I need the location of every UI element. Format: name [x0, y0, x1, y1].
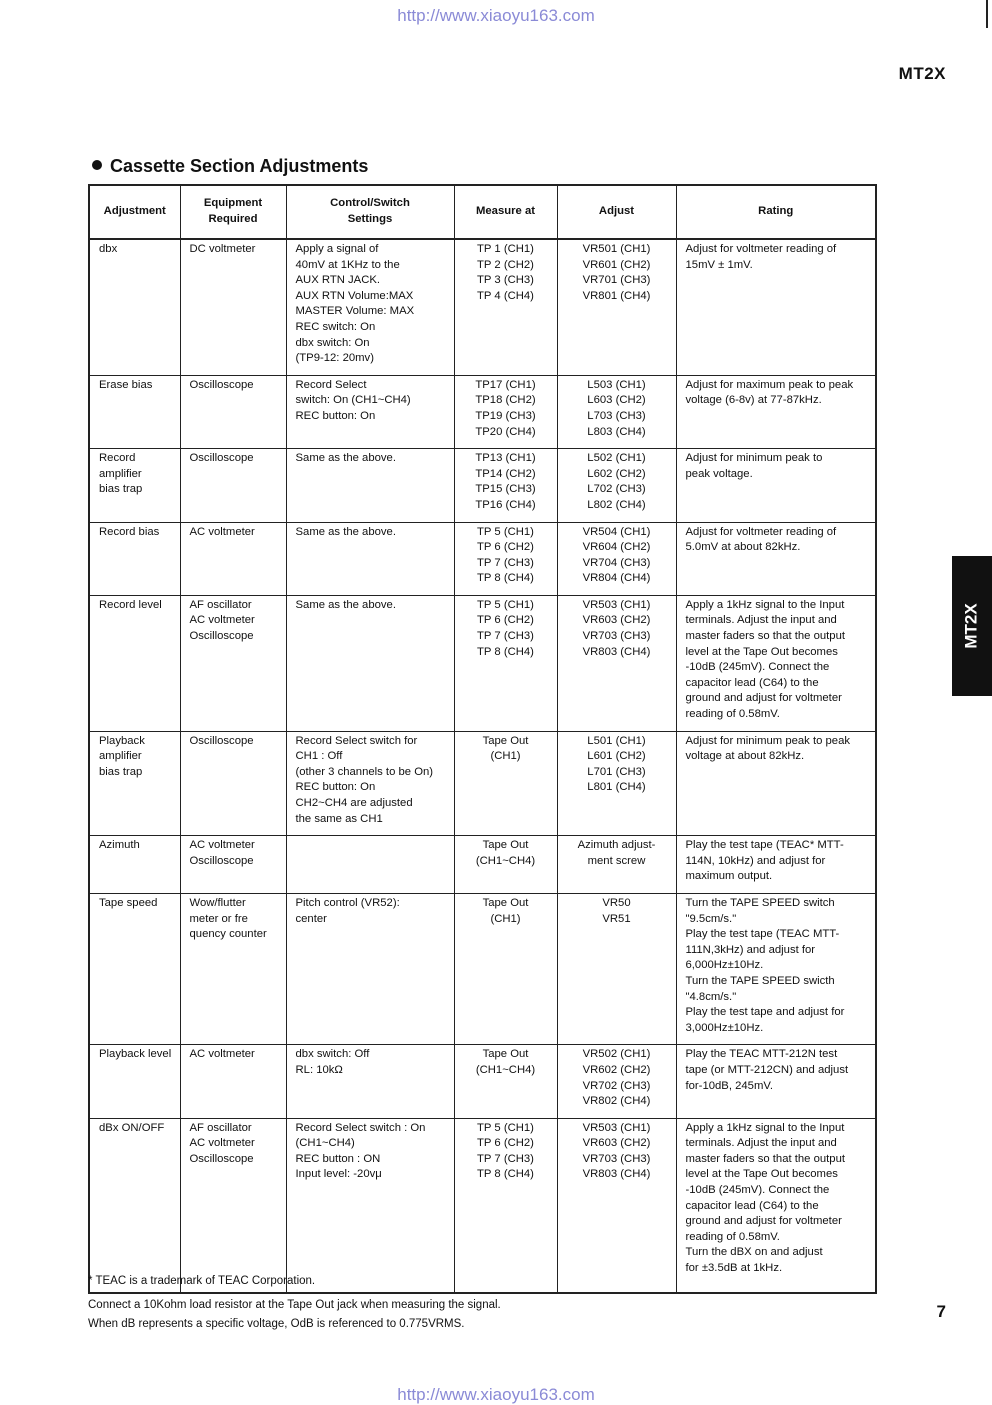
table-row [89, 375, 876, 448]
cell-rating-line: 114N, 10kHz) and adjust for [685, 854, 826, 867]
cell-measure-line: (CH1) [490, 750, 521, 763]
cell-equipment-line: Oscilloscope [189, 1152, 254, 1165]
cell-adjustment [89, 375, 180, 448]
cell-adjust-line: L802 (CH4) [587, 498, 646, 511]
cell-settings-line: Record Select switch : On [295, 1121, 426, 1134]
cell-rating [676, 449, 876, 522]
cell-rating-line: Adjust for minimum peak to [685, 452, 823, 465]
cell-settings-line: 40mV at 1KHz to the [295, 258, 400, 271]
cell-rating-line: Play the TEAC MTT-212N test [685, 1048, 838, 1061]
cell-rating-line: Play the test tape and adjust for [685, 1006, 845, 1019]
cell-rating-line: "9.5cm/s." [685, 912, 737, 925]
cell-measure-line: TP 6 (CH2) [477, 1137, 534, 1150]
cell-adjust-line: L503 (CH1) [587, 378, 646, 391]
column-header-settings-text: Control/Switch Settings [330, 197, 410, 225]
cell-rating-line: 5.0mV at about 82kHz. [685, 541, 801, 554]
cell-settings-line: Same as the above. [295, 452, 396, 465]
cell-equipment-line: DC voltmeter [189, 243, 256, 255]
cell-adjustment-line: Record [99, 452, 136, 465]
cell-rating [676, 595, 876, 731]
note-db-reference: When dB represents a specific voltage, OdB is referenced to 0.775VRMS. [88, 1318, 465, 1330]
cell-measure-line: TP 5 (CH1) [477, 525, 534, 538]
column-header-adjust: Adjust [557, 185, 676, 239]
cell-rating-line: 3,000Hz±10Hz. [685, 1021, 764, 1034]
cell-measure-line: TP 8 (CH4) [477, 1168, 534, 1181]
cell-settings-line: dbx switch: Off [295, 1048, 370, 1061]
cell-adjustment-line: Record bias [99, 525, 160, 538]
cell-adjust-line: VR803 (CH4) [582, 1168, 651, 1181]
cell-settings-line: REC button : ON [295, 1152, 381, 1165]
cell-equipment-line: AF oscillator [189, 598, 252, 611]
cell-adjust-line: VR50 [602, 896, 631, 909]
cell-adjust-line: VR802 (CH4) [582, 1095, 651, 1108]
cell-adjustment-line: dbx [99, 243, 118, 255]
cell-equipment [180, 1118, 286, 1293]
cell-adjust [557, 836, 676, 894]
cell-adjust-line: L502 (CH1) [587, 452, 646, 465]
cell-equipment-line: AC voltmeter [189, 525, 255, 538]
cell-measure-line: (CH1~CH4) [475, 854, 536, 867]
cell-rating-line: 111N,3kHz) and adjust for [685, 943, 816, 956]
cell-settings-line: REC switch: On [295, 320, 376, 333]
cell-adjust-line: L701 (CH3) [587, 765, 646, 778]
cell-settings-line: (CH1~CH4) [295, 1137, 355, 1150]
cell-adjust-line: L602 (CH2) [587, 467, 646, 480]
cell-rating-line: reading of 0.58mV. [685, 708, 780, 721]
cell-adjust-line: VR801 (CH4) [582, 289, 651, 302]
cell-measure-line: TP13 (CH1) [475, 452, 536, 465]
cell-adjustment-line: Azimuth [99, 839, 140, 852]
cell-settings [286, 1118, 454, 1293]
cell-adjust-line: VR601 (CH2) [582, 258, 651, 271]
cell-settings-line: REC button: On [295, 409, 376, 422]
adjustments-table [88, 184, 877, 1294]
cell-adjustment [89, 836, 180, 894]
column-header-settings [286, 185, 454, 239]
cell-rating [676, 1045, 876, 1118]
cell-rating-line: voltage at about 82kHz. [685, 750, 805, 763]
column-header-equipment-text: Equipment Required [203, 197, 263, 225]
cell-rating-line: ground and adjust for voltmeter [685, 692, 842, 705]
cell-measure-line: Tape Out [482, 896, 529, 909]
cell-settings-line: Input level: -20vμ [295, 1168, 382, 1181]
cell-rating-line: Adjust for voltmeter reading of [685, 525, 837, 538]
cell-equipment-line: Oscilloscope [189, 630, 254, 643]
cell-rating-line: -10dB (245mV). Connect the [685, 1184, 830, 1197]
cell-settings [286, 836, 454, 894]
cell-rating-line: Apply a 1kHz signal to the Input [685, 1121, 845, 1134]
cell-equipment [180, 1045, 286, 1118]
cell-measure-line: TP18 (CH2) [475, 394, 536, 407]
cell-measure-line: TP 4 (CH4) [477, 289, 534, 302]
cell-adjust [557, 522, 676, 595]
cell-measure-line: TP 1 (CH1) [477, 243, 534, 255]
cell-adjust-line: VR703 (CH3) [582, 1152, 651, 1165]
cell-adjustment-line: Erase bias [99, 378, 153, 391]
table-row [89, 239, 876, 375]
cell-rating-line: -10dB (245mV). Connect the [685, 661, 830, 674]
cell-measure-line: TP19 (CH3) [475, 409, 536, 422]
cell-rating-line: reading of 0.58mV. [685, 1230, 780, 1243]
cell-settings-line: (other 3 channels to be On) [295, 765, 434, 778]
cell-equipment [180, 239, 286, 375]
cell-settings-line: Record Select switch for [295, 734, 418, 747]
cell-measure-line: TP 5 (CH1) [477, 598, 534, 611]
cell-measure [454, 1045, 557, 1118]
cell-adjustment-line: Record level [99, 598, 162, 611]
trademark-note: * TEAC is a trademark of TEAC Corporation. [88, 1275, 316, 1287]
cell-measure [454, 522, 557, 595]
cell-adjust-line: VR51 [602, 912, 631, 925]
cell-rating-line: master faders so that the output [685, 630, 846, 643]
cell-adjustment-line: amplifier [99, 467, 142, 480]
cell-rating-line: Turn the TAPE SPEED swicth [685, 974, 835, 987]
cell-adjustment [89, 893, 180, 1044]
cell-equipment [180, 836, 286, 894]
cell-rating-line: Turn the TAPE SPEED switch [685, 896, 835, 909]
cell-settings [286, 522, 454, 595]
cell-rating-line: terminals. Adjust the input and [685, 1137, 837, 1150]
table-body [89, 239, 876, 1293]
cell-settings-line: (TP9-12: 20mv) [295, 352, 374, 365]
side-tab [952, 556, 992, 696]
cell-settings-line: Record Select [295, 378, 367, 391]
cell-adjust-line: VR702 (CH3) [582, 1079, 651, 1092]
cell-adjust-line: VR701 (CH3) [582, 274, 651, 287]
table-row [89, 595, 876, 731]
cell-settings-line: the same as CH1 [295, 812, 383, 825]
column-header-equipment [180, 185, 286, 239]
cell-rating [676, 375, 876, 448]
cell-settings [286, 731, 454, 836]
cell-adjustment-line: amplifier [99, 750, 142, 763]
column-header-rating: Rating [676, 185, 876, 239]
cell-measure-line: TP 6 (CH2) [477, 541, 534, 554]
cell-adjust [557, 1118, 676, 1293]
cell-adjust [557, 595, 676, 731]
notes [88, 1272, 501, 1334]
cell-rating-line: Turn the dBX on and adjust [685, 1246, 823, 1259]
cell-measure [454, 595, 557, 731]
section-title-text: Cassette Section Adjustments [110, 156, 369, 176]
cell-adjust-line: VR504 (CH1) [582, 525, 651, 538]
cell-measure-line: TP17 (CH1) [475, 378, 536, 391]
cell-equipment-line: AF oscillator [189, 1121, 252, 1134]
cell-adjustment [89, 731, 180, 836]
cell-measure-line: TP15 (CH3) [475, 483, 536, 496]
table-row [89, 1045, 876, 1118]
cell-adjust [557, 449, 676, 522]
cell-settings-line: REC button: On [295, 781, 376, 794]
cell-rating-line: capacitor lead (C64) to the [685, 1199, 819, 1212]
cell-adjustment-line: dBx ON/OFF [99, 1121, 165, 1134]
cell-rating-line: "4.8cm/s." [685, 990, 737, 1003]
cell-adjust [557, 239, 676, 375]
column-header-adjustment: Adjustment [89, 185, 180, 239]
cell-adjust [557, 893, 676, 1044]
cell-measure-line: Tape Out [482, 1048, 529, 1061]
cell-measure-line: TP 7 (CH3) [477, 556, 534, 569]
cell-rating-line: 15mV ± 1mV. [685, 258, 753, 271]
cell-adjust-line: VR501 (CH1) [582, 243, 651, 255]
table-row [89, 893, 876, 1044]
cell-equipment-line: Oscilloscope [189, 378, 254, 391]
cell-equipment-line: AC voltmeter [189, 1137, 255, 1150]
cell-rating-line: master faders so that the output [685, 1152, 846, 1165]
cell-measure [454, 731, 557, 836]
cell-equipment [180, 522, 286, 595]
cell-rating-line: Play the test tape (TEAC* MTT- [685, 839, 844, 852]
cell-rating-line: Adjust for minimum peak to peak [685, 734, 851, 747]
cell-adjust-line: VR603 (CH2) [582, 614, 651, 627]
cell-measure-line: TP 8 (CH4) [477, 645, 534, 658]
cell-equipment-line: Oscilloscope [189, 734, 254, 747]
cell-adjust-line: L801 (CH4) [587, 781, 646, 794]
cell-equipment [180, 731, 286, 836]
cell-adjust-line: VR503 (CH1) [582, 1121, 651, 1134]
cell-measure-line: (CH1~CH4) [475, 1063, 536, 1076]
cell-equipment-line: meter or fre [189, 912, 248, 925]
cell-settings-line: Same as the above. [295, 598, 396, 611]
table-row [89, 731, 876, 836]
cell-measure-line: TP 8 (CH4) [477, 572, 534, 585]
page-edge-line [986, 0, 988, 28]
column-header-measure: Measure at [454, 185, 557, 239]
cell-adjust-line: VR503 (CH1) [582, 598, 651, 611]
cell-rating-line: for ±3.5dB at 1kHz. [685, 1262, 783, 1275]
cell-measure-line: TP 3 (CH3) [477, 274, 534, 287]
cell-settings-line: switch: On (CH1~CH4) [295, 394, 411, 407]
cell-measure-line: Tape Out [482, 839, 529, 852]
cell-settings-line: Pitch control (VR52): [295, 896, 400, 909]
cell-measure-line: TP 6 (CH2) [477, 614, 534, 627]
cell-settings-line: AUX RTN Volume:MAX [295, 289, 414, 302]
page-number: 7 [936, 1302, 946, 1321]
cell-adjust [557, 1045, 676, 1118]
cell-settings-line: RL: 10kΩ [295, 1063, 343, 1076]
cell-rating [676, 1118, 876, 1293]
table-row [89, 836, 876, 894]
side-tab-label: MT2X [962, 603, 981, 649]
cell-measure [454, 836, 557, 894]
cell-adjustment-line: Tape speed [99, 896, 158, 909]
cell-equipment-line: AC voltmeter [189, 614, 255, 627]
cell-settings [286, 1045, 454, 1118]
cell-settings [286, 595, 454, 731]
cell-settings [286, 239, 454, 375]
cell-settings-line: Same as the above. [295, 525, 396, 538]
section-title [92, 156, 368, 177]
cell-equipment-line: AC voltmeter [189, 1048, 255, 1061]
cell-rating-line: for-10dB, 245mV. [685, 1079, 774, 1092]
cell-rating-line: Adjust for voltmeter reading of [685, 243, 837, 255]
cell-adjustment [89, 522, 180, 595]
cell-rating [676, 731, 876, 836]
cell-settings-line: AUX RTN JACK. [295, 274, 381, 287]
cell-rating-line: Adjust for maximum peak to peak [685, 378, 854, 391]
cell-adjust [557, 731, 676, 836]
cell-rating-line: level at the Tape Out becomes [685, 645, 838, 658]
cell-adjust-line: L501 (CH1) [587, 734, 646, 747]
cell-settings-line: center [295, 912, 327, 925]
table-row [89, 1118, 876, 1293]
table-header-row [89, 185, 876, 239]
cell-measure-line: TP14 (CH2) [475, 467, 536, 480]
cell-adjust-line: L702 (CH3) [587, 483, 646, 496]
cell-equipment [180, 375, 286, 448]
table-row [89, 449, 876, 522]
cell-equipment [180, 595, 286, 731]
cell-rating [676, 893, 876, 1044]
cell-adjust-line: L603 (CH2) [587, 394, 646, 407]
cell-rating-line: ground and adjust for voltmeter [685, 1215, 842, 1228]
cell-adjust-line: VR502 (CH1) [582, 1048, 651, 1061]
bullet-icon [92, 160, 102, 170]
cell-adjustment-line: Playback [99, 734, 145, 747]
cell-measure [454, 375, 557, 448]
source-url-top[interactable]: http://www.xiaoyu163.com [397, 6, 595, 25]
cell-settings-line: CH1 : Off [295, 750, 343, 763]
cell-adjust-line: VR604 (CH2) [582, 541, 651, 554]
cell-settings [286, 893, 454, 1044]
cell-adjustment [89, 595, 180, 731]
cell-measure [454, 239, 557, 375]
cell-adjustment-line: bias trap [99, 765, 143, 778]
cell-rating [676, 239, 876, 375]
source-url-bottom[interactable]: http://www.xiaoyu163.com [397, 1385, 595, 1404]
cell-settings-line: MASTER Volume: MAX [295, 305, 415, 318]
cell-equipment [180, 449, 286, 522]
cell-adjust-line: L601 (CH2) [587, 750, 646, 763]
cell-settings-line: dbx switch: On [295, 336, 370, 349]
cell-rating [676, 522, 876, 595]
model-name: MT2X [898, 64, 946, 83]
cell-measure-line: (CH1) [490, 912, 521, 925]
cell-measure-line: TP 7 (CH3) [477, 630, 534, 643]
cell-equipment-line: Oscilloscope [189, 452, 254, 465]
cell-rating-line: peak voltage. [685, 467, 753, 480]
cell-settings [286, 375, 454, 448]
cell-rating [676, 836, 876, 894]
cell-settings-line: Apply a signal of [295, 243, 379, 255]
cell-equipment-line: Wow/flutter [189, 896, 246, 909]
cell-rating-line: terminals. Adjust the input and [685, 614, 837, 627]
cell-rating-line: tape (or MTT-212CN) and adjust [685, 1063, 849, 1076]
cell-adjustment-line: Playback level [99, 1048, 172, 1061]
cell-settings [286, 449, 454, 522]
cell-equipment [180, 893, 286, 1044]
cell-adjust-line: VR704 (CH3) [582, 556, 651, 569]
cell-measure-line: TP 5 (CH1) [477, 1121, 534, 1134]
cell-adjust [557, 375, 676, 448]
cell-rating-line: maximum output. [685, 870, 773, 883]
cell-adjust-line: VR703 (CH3) [582, 630, 651, 643]
cell-measure [454, 1118, 557, 1293]
cell-adjust-line: Azimuth adjust- [577, 839, 656, 852]
cell-adjust-line: VR804 (CH4) [582, 572, 651, 585]
cell-rating-line: Play the test tape (TEAC MTT- [685, 928, 840, 941]
cell-equipment-line: quency counter [189, 928, 267, 941]
cell-adjust-line: ment screw [587, 854, 646, 867]
cell-measure [454, 893, 557, 1044]
cell-adjustment [89, 239, 180, 375]
cell-adjust-line: VR603 (CH2) [582, 1137, 651, 1150]
cell-adjustment [89, 1045, 180, 1118]
cell-adjustment [89, 1118, 180, 1293]
cell-measure-line: TP20 (CH4) [475, 425, 536, 438]
cell-equipment-line: AC voltmeter [189, 839, 255, 852]
cell-measure [454, 449, 557, 522]
cell-rating-line: voltage (6-8v) at 77-87kHz. [685, 394, 822, 407]
cell-rating-line: level at the Tape Out becomes [685, 1168, 838, 1181]
cell-rating-line: capacitor lead (C64) to the [685, 676, 819, 689]
cell-rating-line: Apply a 1kHz signal to the Input [685, 598, 845, 611]
cell-adjust-line: L703 (CH3) [587, 409, 646, 422]
cell-settings-line: CH2~CH4 are adjusted [295, 797, 413, 809]
cell-measure-line: TP 7 (CH3) [477, 1152, 534, 1165]
cell-adjustment [89, 449, 180, 522]
cell-measure-line: TP16 (CH4) [475, 498, 536, 511]
cell-adjust-line: VR602 (CH2) [582, 1063, 651, 1076]
table-row [89, 522, 876, 595]
cell-adjustment-line: bias trap [99, 483, 143, 496]
cell-measure-line: TP 2 (CH2) [477, 258, 534, 271]
note-load-resistor: Connect a 10Kohm load resistor at the Tape Out jack when measuring the signal. [88, 1299, 501, 1311]
cell-adjust-line: L803 (CH4) [587, 425, 646, 438]
cell-equipment-line: Oscilloscope [189, 854, 254, 867]
cell-rating-line: 6,000Hz±10Hz. [685, 959, 764, 972]
cell-adjust-line: VR803 (CH4) [582, 645, 651, 658]
cell-measure-line: Tape Out [482, 734, 529, 747]
